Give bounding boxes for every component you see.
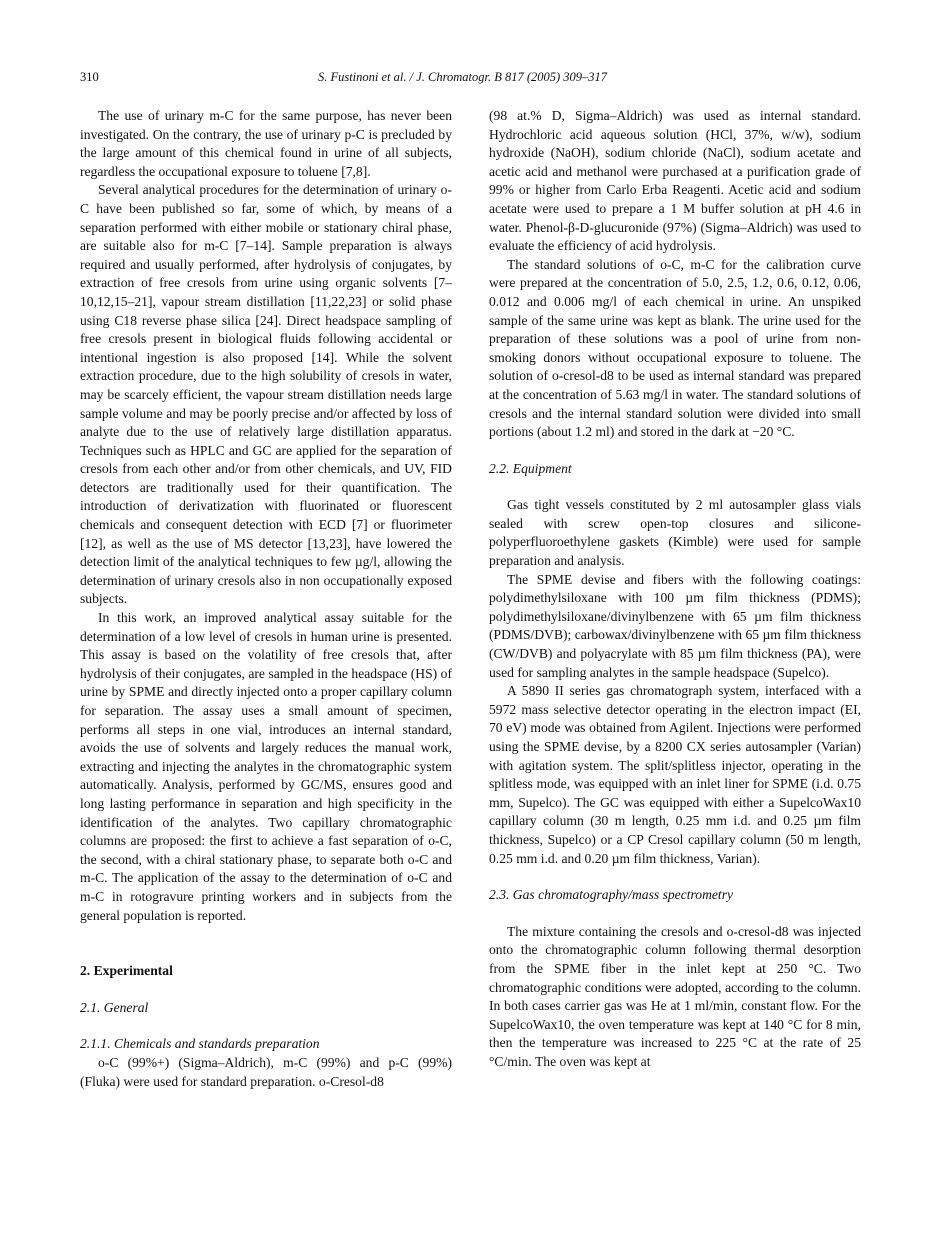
- subsection-heading: 2.1. General: [80, 999, 149, 1015]
- paragraph: In this work, an improved analytical assay suitable for the determination of a low level of cresols in human urine is presented. This assay is based on the volatility of free cresols that, after hydrolysis of their conjugates, are sampled in the headspace (HS) of urine by SPME and directly injected onto a proper capillary column for separation. The assay uses a small amount of specimen, performs all steps in one vial, introduces an internal standard, avoids the use of solvents and largely reduces the manual work, extracting and injecting the analytes in the chromatographic system automatically. Analysis, performed by GC/MS, ensures good and long lasting performance in separation and high specificity in the identification of the analytes. Two capillary chromatographic columns are proposed: the first to achieve a fast separation of o-C, the second, with a chiral stationary phase, to separate both o-C and m-C. The application of the assay to the determination of o-C and m-C in rotogravure printing workers and in subjects from the general population is reported.: [80, 610, 452, 923]
- paragraph: Several analytical procedures for the determination of urinary o-C have been published so far, some of which, by means of a separation performed with either mobile or stationary chiral phase, are suitable also for m-C [7–14]. Sample preparation is always required and usually performed, after hydrolysis of conjugates, by extraction of free cresols from urine using organic solvents [7–10,12,15–21], vapour stream distillation [11,22,23] or solid phase using C18 reverse phase silica [24]. Direct headspace sampling of free cresols present in biological fluids following accidental or intentional ingestion is also proposed [14]. While the solvent extraction procedure, due to the high solubility of cresols in water, may be scarcely efficient, the vapour stream distillation needs large sample volume and may be poorly precise and/or affected by loss of analyte due to the use of relatively large distillation apparatus. Techniques such as HPLC and GC are applied for the separation of cresols from each other and/or from other chemicals, and UV, FID detectors are traditionally used for their quantification. The introduction of derivatization with fluorinated or fluorescent chemicals and consequent detection with ECD [7] or fluorimeter [12], as well as the use of MS detector [13,23], have lowered the detection limit of the analytical techniques to few µg/l, allowing the determination of urinary cresols also in non occupationally exposed subjects.: [80, 182, 452, 607]
- page-number: 310: [80, 70, 99, 84]
- paragraph: o-C (99%+) (Sigma–Aldrich), m-C (99%) and p-C (99%) (Fluka) were used for standard preparation. o-Cresol-d8: [80, 1054, 452, 1089]
- subsection-heading: 2.3. Gas chromatography/mass spectrometry: [489, 887, 734, 903]
- paragraph: Gas tight vessels constituted by 2 ml autosampler glass vials sealed with screw open-top closures and silicone-polyperfluoroethylene gaskets (Kimble) were used for sample preparation and analysis.: [489, 497, 861, 569]
- paragraph: The SPME devise and fibers with the following coatings: polydimethylsiloxane with 100 µm film thickness (PDMS); polydimethylsiloxane/divinylbenzene with 65 µm film thickness (PDMS/DVB); carbowax/divinylbenzene with 65 µm film thickness (CW/DVB) and polyacrylate with 85 µm film thickness (PA), were used for sampling analytes in the sample headspace (Supelco).: [489, 571, 861, 680]
- paragraph: The use of urinary m-C for the same purpose, has never been investigated. On the contrary, the use of urinary p-C is precluded by the large amount of this chemical found in urine of all subjects, regardless the occupational exposure to toluene [7,8].: [80, 108, 452, 179]
- section-heading: 2. Experimental: [80, 963, 173, 979]
- paragraph: The standard solutions of o-C, m-C for the calibration curve were prepared at the concentration of 5.0, 2.5, 1.2, 0.6, 0.12, 0.06, 0.012 and 0.006 mg/l of each chemical in urine. An unspiked sample of the same urine was kept as blank. The urine used for the preparation of these solutions was a pool of urine from non-smoking donors without occupational exposure to toluene. The solution of o-cresol-d8 to be used as internal standard was prepared at the concentration of 5.63 mg/l in water. The standard solutions of cresols and the internal standard solution were divided into small portions (about 1.2 ml) and stored in the dark at −20 °C.: [489, 256, 861, 440]
- running-head: S. Fustinoni et al. / J. Chromatogr. B 817 (2005) 309–317: [317, 70, 608, 84]
- subsection-heading: 2.2. Equipment: [489, 460, 572, 476]
- subsubsection-heading: 2.1.1. Chemicals and standards preparation: [80, 1036, 320, 1052]
- right-column: [489, 107, 861, 1072]
- paragraph: The mixture containing the cresols and o-cresol-d8 was injected onto the chromatographic column following thermal desorption from the SPME fiber in the inlet kept at 250 °C. Two chromatographic conditions were adopted, according to the column. In both cases carrier gas was He at 1 ml/min, constant flow. For the SupelcoWax10, the oven temperature was kept at 140 °C for 8 min, then the temperature was increased to 225 °C at the rate of 25 °C/min. The oven was kept at: [489, 923, 861, 1069]
- left-column: [80, 107, 452, 1091]
- paragraph: A 5890 II series gas chromatograph system, interfaced with a 5972 mass selective detector operating in the electron impact (EI, 70 eV) mode was obtained from Agilent. Injections were performed using the SPME devise, by a 8200 CX series autosampler (Varian) with agitation system. The split/splitless injector, operating in the splitless mode, was equipped with an inlet liner for SPME (i.d. 0.75 mm, Supelco). The GC was equipped with either a SupelcoWax10 capillary column (30 m length, 0.25 mm i.d. and 0.25 µm film thickness, Supelco) or a CP Cresol capillary column (50 m length, 0.25 mm i.d. and 0.20 µm film thickness, Varian).: [489, 683, 861, 866]
- paragraph: (98 at.% D, Sigma–Aldrich) was used as internal standard. Hydrochloric acid aqueous solution (HCl, 37%, w/w), sodium hydroxide (NaOH), sodium chloride (NaCl), sodium acetate and acetic acid and methanol were purchased at a purification grade of 99% or higher from Carlo Erba Reagenti. Acetic acid and sodium acetate were used to prepare a 1 M buffer solution at pH 4.6 in water. Phenol-β-D-glucuronide (97%) (Sigma–Aldrich) was used to evaluate the efficiency of acid hydrolysis.: [489, 108, 861, 254]
